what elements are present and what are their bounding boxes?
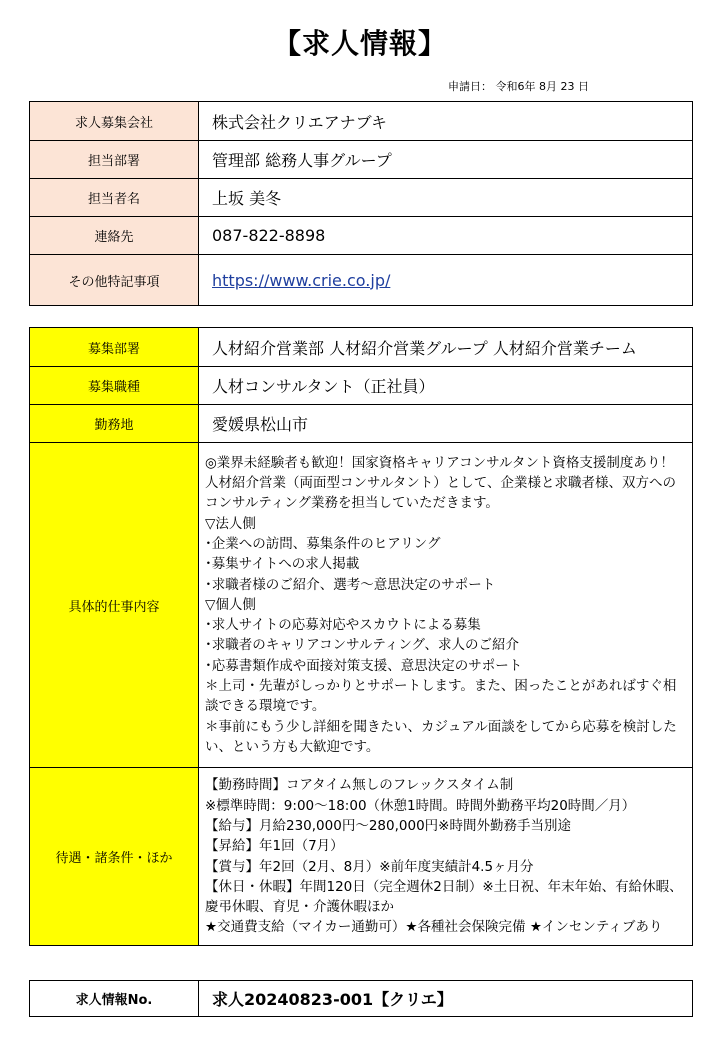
job-detail-line: ＊事前にもう少し詳細を聞きたい、カジュアル面談をしてから応募を検討したい、という方も大歓迎です。 [205, 718, 677, 755]
location-label: 勤務地 [30, 405, 199, 443]
position-value: 人材コンサルタント（正社員） [199, 367, 693, 405]
table-row [30, 443, 693, 768]
conditions-label: 待遇・諸条件・ほか [30, 768, 199, 946]
condition-line: 【昇給】年1回（7月） [205, 838, 344, 855]
contact-person-label: 担当者名 [30, 179, 199, 217]
contact-label: 連絡先 [30, 217, 199, 255]
conditions-value [199, 768, 693, 946]
department-label: 担当部署 [30, 141, 199, 179]
job-details-value [199, 443, 693, 768]
table-row [30, 405, 693, 443]
table-row [30, 981, 693, 1017]
company-label: 求人募集会社 [30, 102, 199, 141]
job-detail-line: ▽個人側 [205, 596, 256, 613]
job-detail-line: ･企業への訪問、募集条件のヒアリング [205, 535, 441, 552]
table-row [30, 328, 693, 367]
application-date: 申請日： 令和6年 8月 23 日 [448, 80, 589, 93]
company-value: 株式会社クリエアナブキ [199, 102, 693, 141]
condition-line: 【休日・休暇】年間120日（完全週休2日制）※土日祝、年末年始、有給休暇、慶弔休暇、育児・介護休暇ほか [205, 878, 683, 916]
phone-number: 087-822-8898 [199, 217, 693, 255]
table-row [30, 768, 693, 946]
condition-line: 【給与】月給230,000円～280,000円※時間外勤務手当別途 [205, 817, 571, 834]
condition-line: 【勤務時間】コアタイム無しのフレックスタイム制 [205, 777, 514, 794]
position-label: 募集職種 [30, 367, 199, 405]
job-detail-line: ･募集サイトへの求人掲載 [205, 556, 360, 573]
condition-line: 【賞与】年2回（2月、8月）※前年度実績計4.5ヶ月分 [205, 858, 534, 875]
condition-line: ※標準時間：9:00～18:00（休憩1時間。時間外勤務平均20時間／月） [205, 797, 636, 814]
condition-line: ★交通費支給（マイカー通勤可）★各種社会保険完備 ★インセンティブあり [205, 919, 663, 936]
job-detail-line: ＊上司・先輩がしっかりとサポートします。また、困ったことがあればすぐ相談できる環境です。 [205, 678, 677, 715]
company-info-table [29, 101, 693, 306]
table-row [30, 217, 693, 255]
table-row [30, 179, 693, 217]
table-row [30, 141, 693, 179]
job-info-table [29, 327, 693, 946]
table-row [30, 367, 693, 405]
location-value: 愛媛県松山市 [199, 405, 693, 443]
table-row [30, 255, 693, 306]
job-detail-line: ◎業界未経験者も歓迎！国家資格キャリアコンサルタント資格支援制度あり！人材紹介営業（両面型コンサルタント）として、企業様と求職者様、双方へのコンサルティング業務を担当していただきます。 [205, 454, 677, 512]
contact-person-value: 上坂 美冬 [199, 179, 693, 217]
job-number-label: 求人情報No. [30, 981, 199, 1017]
job-number-value: 求人20240823-001【クリエ】 [199, 981, 693, 1017]
page-title: 【求人情報】 [272, 27, 447, 60]
recruit-department-value: 人材紹介営業部 人材紹介営業グループ 人材紹介営業チーム [199, 328, 693, 367]
department-value: 管理部 総務人事グループ [199, 141, 693, 179]
job-detail-line: ･求職者のキャリアコンサルティング、求人のご紹介 [205, 637, 520, 654]
recruit-department-label: 募集部署 [30, 328, 199, 367]
job-detail-line: ･応募書類作成や面接対策支援、意思決定のサポート [205, 657, 523, 674]
job-details-label: 具体的仕事内容 [30, 443, 199, 768]
job-detail-line: ▽法人側 [205, 515, 256, 532]
job-detail-line: ･求人サイトの応募対応やスカウトによる募集 [205, 617, 481, 634]
notes-label: その他特記事項 [30, 255, 199, 306]
notes-value [199, 255, 693, 306]
table-row [30, 102, 693, 141]
job-detail-line: ･求職者様のご紹介、選考～意思決定のサポート [205, 576, 496, 593]
website-link[interactable]: https://www.crie.co.jp/ [212, 270, 391, 290]
job-number-table [29, 980, 693, 1017]
